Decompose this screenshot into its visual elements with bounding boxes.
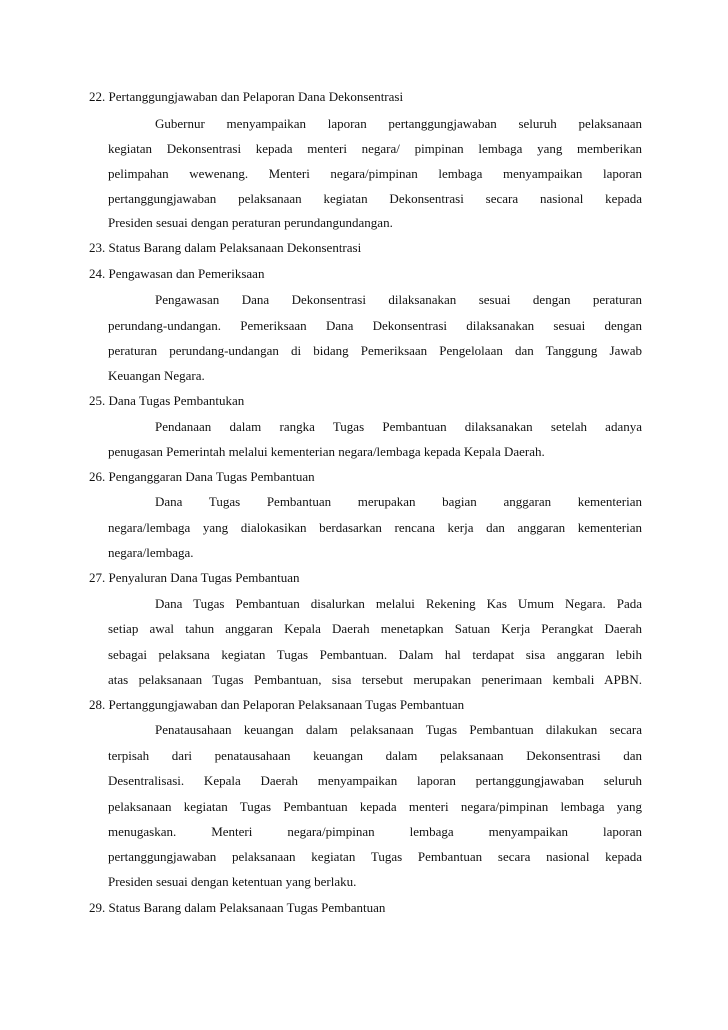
section-heading: 23. Status Barang dalam Pelaksanaan Dekonsentrasi	[89, 240, 362, 255]
section-heading: 25. Dana Tugas Pembantukan	[89, 393, 245, 408]
paragraph-line: negara/lembaga.	[108, 545, 194, 560]
paragraph-line: pelimpahan wewenang. Menteri negara/pimpinan lembaga menyampaikan laporan	[108, 166, 642, 181]
paragraph-line: Dana Tugas Pembantuan disalurkan melalui Rekening Kas Umum Negara. Pada	[155, 596, 642, 611]
paragraph-line: Dana Tugas Pembantuan merupakan bagian anggaran kementerian	[155, 494, 642, 509]
paragraph-line: negara/lembaga yang dialokasikan berdasarkan rencana kerja dan anggaran kementerian	[108, 520, 642, 535]
paragraph-line: peraturan perundang-undangan di bidang Pemeriksaan Pengelolaan dan Tanggung Jawab	[108, 343, 642, 358]
section-heading: 24. Pengawasan dan Pemeriksaan	[89, 266, 265, 281]
section-heading: 28. Pertanggungjawaban dan Pelaporan Pelaksanaan Tugas Pembantuan	[89, 697, 465, 712]
paragraph-line: Desentralisasi. Kepala Daerah menyampaikan laporan pertanggungjawaban seluruh	[108, 773, 642, 788]
section-heading: 22. Pertanggungjawaban dan Pelaporan Dana Dekonsentrasi	[89, 89, 404, 104]
paragraph-line: penugasan Pemerintah melalui kementerian negara/lembaga kepada Kepala Daerah.	[108, 444, 545, 459]
paragraph-line: Penatausahaan keuangan dalam pelaksanaan Tugas Pembantuan dilakukan secara	[155, 722, 642, 737]
paragraph-line: sebagai pelaksana kegiatan Tugas Pembantuan. Dalam hal terdapat sisa anggaran lebih	[108, 647, 642, 662]
paragraph-line: setiap awal tahun anggaran Kepala Daerah menetapkan Satuan Kerja Perangkat Daerah	[108, 621, 642, 636]
paragraph-line: menugaskan. Menteri negara/pimpinan lembaga menyampaikan laporan	[108, 824, 642, 839]
paragraph-line: Keuangan Negara.	[108, 368, 205, 383]
paragraph-line: pertanggungjawaban pelaksanaan kegiatan Tugas Pembantuan secara nasional kepada	[108, 849, 642, 864]
paragraph-line: kegiatan Dekonsentrasi kepada menteri negara/ pimpinan lembaga yang memberikan	[108, 141, 642, 156]
section-heading: 29. Status Barang dalam Pelaksanaan Tugas Pembantuan	[89, 900, 386, 915]
paragraph-line: pertanggungjawaban pelaksanaan kegiatan Dekonsentrasi secara nasional kepada	[108, 191, 642, 206]
paragraph-line: terpisah dari penatausahaan keuangan dalam pelaksanaan Dekonsentrasi dan	[108, 748, 642, 763]
paragraph-line: atas pelaksanaan Tugas Pembantuan, sisa tersebut merupakan penerimaan kembali APBN.	[108, 672, 642, 687]
section-heading: 26. Penganggaran Dana Tugas Pembantuan	[89, 469, 315, 484]
section-heading: 27. Penyaluran Dana Tugas Pembantuan	[89, 570, 300, 585]
paragraph-line: Presiden sesuai dengan peraturan perundangundangan.	[108, 215, 393, 230]
paragraph-line: perundang-undangan. Pemeriksaan Dana Dekonsentrasi dilaksanakan sesuai dengan	[108, 318, 642, 333]
paragraph-line: pelaksanaan kegiatan Tugas Pembantuan kepada menteri negara/pimpinan lembaga yang	[108, 799, 642, 814]
paragraph-line: Pengawasan Dana Dekonsentrasi dilaksanakan sesuai dengan peraturan	[155, 292, 642, 307]
paragraph-line: Gubernur menyampaikan laporan pertanggungjawaban seluruh pelaksanaan	[155, 116, 642, 131]
paragraph-line: Pendanaan dalam rangka Tugas Pembantuan dilaksanakan setelah adanya	[155, 419, 642, 434]
paragraph-line: Presiden sesuai dengan ketentuan yang berlaku.	[108, 874, 357, 889]
